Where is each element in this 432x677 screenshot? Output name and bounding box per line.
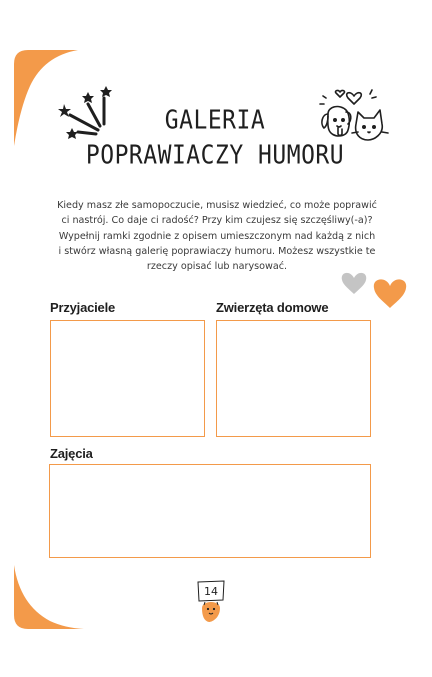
- instructions-line: i stwórz własną galerię poprawiaczy humoru. Możesz wszystkie te: [58, 245, 376, 257]
- instructions-line: ci nastrój. Co daje ci radość? Przy kim czujesz się szczęśliwy(-a)?: [61, 215, 373, 227]
- hearts-icon: [340, 268, 410, 312]
- activities-label: Zajęcia: [50, 446, 93, 461]
- pets-drawing-frame[interactable]: [216, 320, 371, 437]
- page-title: [80, 104, 350, 173]
- pets-label: Zwierzęta domowe: [216, 300, 329, 315]
- instructions-line: rzeczy opisać lub narysować.: [146, 261, 288, 273]
- title-line-1: GALERIA: [164, 106, 266, 136]
- instructions-paragraph: [44, 198, 390, 274]
- title-line-2: POPRAWIACZY HUMORU: [85, 140, 345, 171]
- instructions-line: Kiedy masz złe samopoczucie, musisz wiedzieć, co może poprawić: [57, 200, 377, 211]
- orange-corner-bottom-decoration: [10, 565, 85, 633]
- instructions-line: Wypełnij ramki zgodnie z opisem umieszczonym nad każdą z nich: [58, 230, 376, 242]
- page-number: 14: [204, 585, 218, 598]
- friends-drawing-frame[interactable]: [50, 320, 205, 437]
- friends-label: Przyjaciele: [50, 300, 116, 315]
- activities-drawing-frame[interactable]: [49, 464, 371, 558]
